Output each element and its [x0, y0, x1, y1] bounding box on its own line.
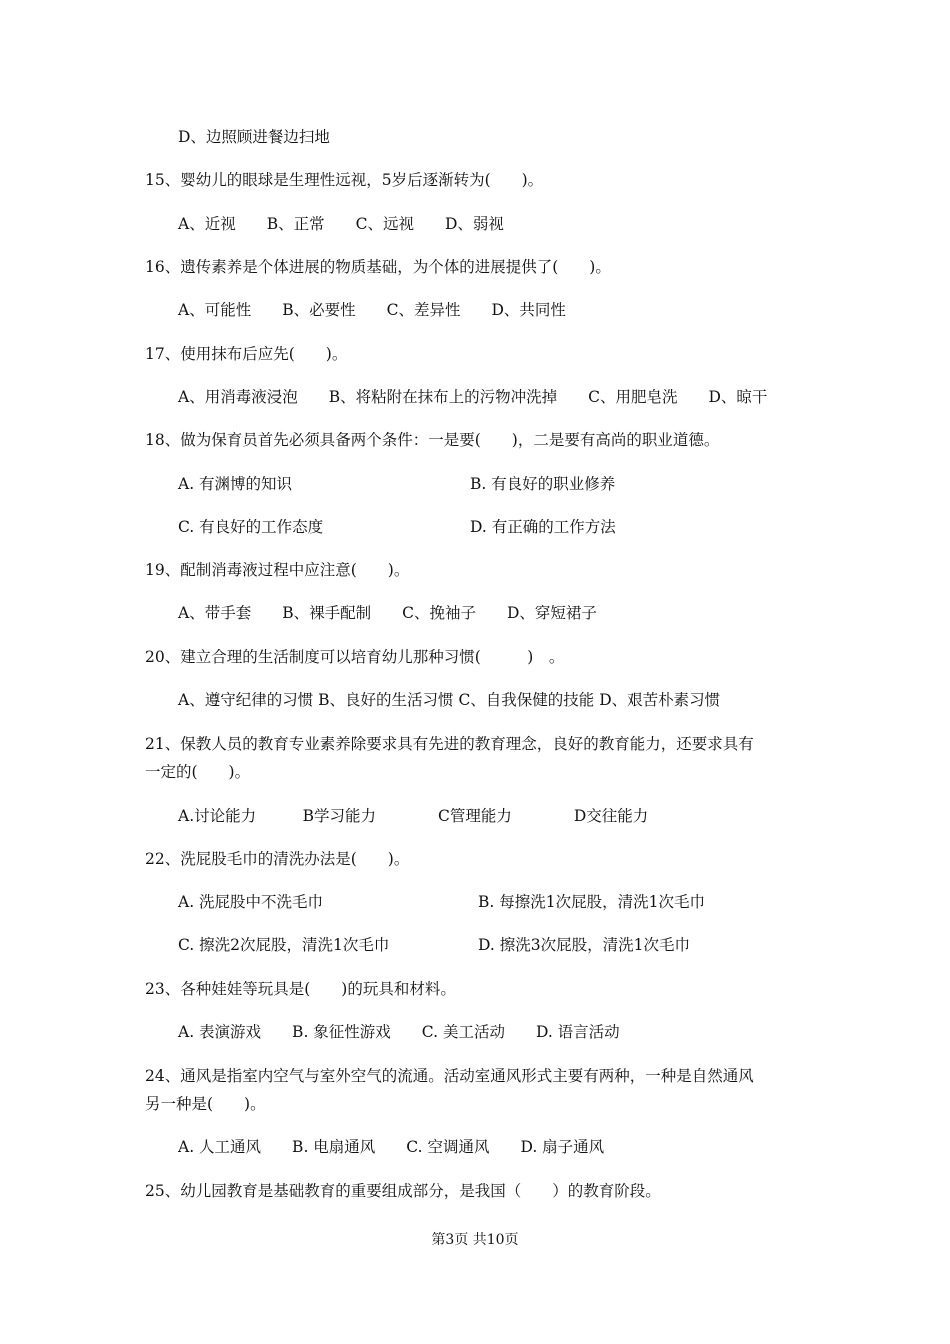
option-18c: C. 有良好的工作态度: [178, 518, 324, 536]
option-22a: A. 洗屁股中不洗毛巾: [178, 893, 324, 911]
question-17: 17、使用抹布后应先( )。: [145, 345, 348, 363]
options-19: A、带手套 B、裸手配制 C、挽袖子 D、穿短裙子: [178, 604, 597, 622]
options-20: A、遵守纪律的习惯 B、良好的生活习惯 C、自我保健的技能 D、艰苦朴素习惯: [178, 691, 721, 709]
question-18: 18、做为保育员首先必须具备两个条件：一是要( )，二是要有高尚的职业道德。: [145, 431, 720, 449]
page-footer: 第3页 共10页: [431, 1232, 519, 1248]
options-15: A、近视 B、正常 C、远视 D、弱视: [178, 215, 504, 233]
option-18a: A. 有渊博的知识: [178, 475, 293, 493]
question-15: 15、婴幼儿的眼球是生理性远视，5岁后逐渐转为( )。: [145, 171, 544, 189]
options-21: A.讨论能力 B学习能力 C管理能力 D交往能力: [178, 807, 649, 825]
option-22c: C. 擦洗2次屁股，清洗1次毛巾: [178, 936, 390, 954]
option-22d: D. 擦洗3次屁股，清洗1次毛巾: [478, 936, 690, 954]
question-21: 21、保教人员的教育专业素养除要求具有先进的教育理念，良好的教育能力，还要求具有: [145, 735, 754, 753]
options-17: A、用消毒液浸泡 B、将粘附在抹布上的污物冲洗掉 C、用肥皂洗 D、晾干: [178, 388, 768, 406]
option-18d: D. 有正确的工作方法: [470, 518, 616, 536]
options-24: A. 人工通风 B. 电扇通风 C. 空调通风 D. 扇子通风: [178, 1138, 605, 1156]
question-20: 20、建立合理的生活制度可以培育幼儿那种习惯( ) 。: [145, 648, 565, 666]
question-21-cont: 一定的( )。: [145, 763, 251, 781]
question-24-cont: 另一种是( )。: [145, 1095, 266, 1113]
option-22b: B. 每擦洗1次屁股，清洗1次毛巾: [478, 893, 705, 911]
options-16: A、可能性 B、必要性 C、差异性 D、共同性: [178, 301, 566, 319]
options-23: A. 表演游戏 B. 象征性游戏 C. 美工活动 D. 语言活动: [178, 1023, 620, 1041]
option-line: D、边照顾进餐边扫地: [178, 128, 330, 146]
question-24: 24、通风是指室内空气与室外空气的流通。活动室通风形式主要有两种，一种是自然通风: [145, 1067, 754, 1085]
question-25: 25、幼儿园教育是基础教育的重要组成部分，是我国（ ）的教育阶段。: [145, 1182, 661, 1200]
question-23: 23、各种娃娃等玩具是( )的玩具和材料。: [145, 980, 456, 998]
option-18b: B. 有良好的职业修养: [470, 475, 616, 493]
question-19: 19、配制消毒液过程中应注意( )。: [145, 561, 410, 579]
question-16: 16、遗传素养是个体进展的物质基础，为个体的进展提供了( )。: [145, 258, 611, 276]
question-22: 22、洗屁股毛巾的清洗办法是( )。: [145, 850, 410, 868]
